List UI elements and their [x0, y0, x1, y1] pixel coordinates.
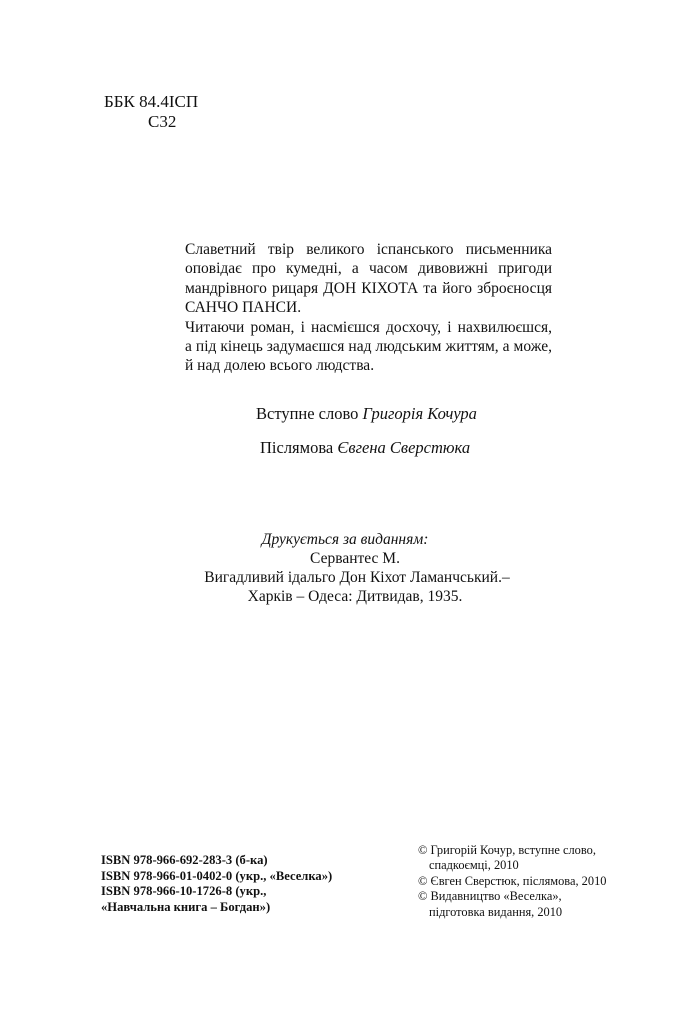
afterword-author: Євгена Сверстюка [337, 438, 471, 457]
annotation-line: САНЧО ПАНСИ. [185, 299, 302, 317]
annotation-line: Славетний твір великого іспанського письменника [185, 241, 552, 258]
contributors-credits [256, 404, 477, 458]
annotation-line: й над долею всього людства. [185, 357, 375, 375]
annotation-line: а під кінець задумаєшся над людським життям, а може, [185, 338, 552, 356]
annotation-line: мандрівного рицаря ДОН КІХОТА та його зброєносця [185, 279, 552, 297]
book-annotation [145, 240, 552, 376]
afterword-label: Післямова [260, 438, 334, 457]
intro-author: Григорія Кочура [362, 404, 477, 423]
annotation-line: оповідає про кумедні, а часом дивовижні пригоди [185, 260, 552, 278]
bbk-code: ББК 84.4ІСП [104, 92, 199, 111]
intro-label: Вступне слово [256, 404, 359, 423]
source-edition [200, 530, 510, 606]
annotation-paragraph-1 [145, 240, 552, 318]
annotation-paragraph-2 [145, 318, 552, 376]
source-line: Харків – Одеса: Дитвидав, 1935. [247, 588, 463, 605]
copyright-block [418, 843, 606, 920]
isbn-line: ISBN 978-966-692-283-3 (б-ка) [101, 853, 268, 867]
source-heading: Друкується за виданням: [261, 531, 429, 548]
copyright-line: підготовка видання, 2010 [429, 904, 563, 919]
copyright-line: спадкоємці, 2010 [429, 858, 519, 873]
source-line: Вигадливий ідальго Дон Кіхот Ламанчський.– [204, 569, 510, 586]
intro-credit [256, 404, 477, 424]
isbn-line: «Навчальна книга – Богдан») [101, 899, 271, 914]
bbk-classification [104, 92, 198, 132]
isbn-line: ISBN 978-966-10-1726-8 (укр., [101, 884, 267, 898]
isbn-line: ISBN 978-966-01-0402-0 (укр., «Веселка») [101, 868, 333, 883]
author-mark: С32 [148, 112, 177, 131]
isbn-block [101, 853, 332, 915]
copyright-line: © Видавництво «Веселка», [418, 889, 562, 904]
source-line: Сервантес М. [310, 550, 400, 567]
copyright-line: © Євген Сверстюк, післямова, 2010 [418, 873, 607, 888]
afterword-credit [256, 438, 477, 458]
copyright-line: © Григорій Кочур, вступне слово, [418, 843, 596, 857]
annotation-line: Читаючи роман, і насмієшся досхочу, і нахвилюєшся, [185, 318, 552, 336]
